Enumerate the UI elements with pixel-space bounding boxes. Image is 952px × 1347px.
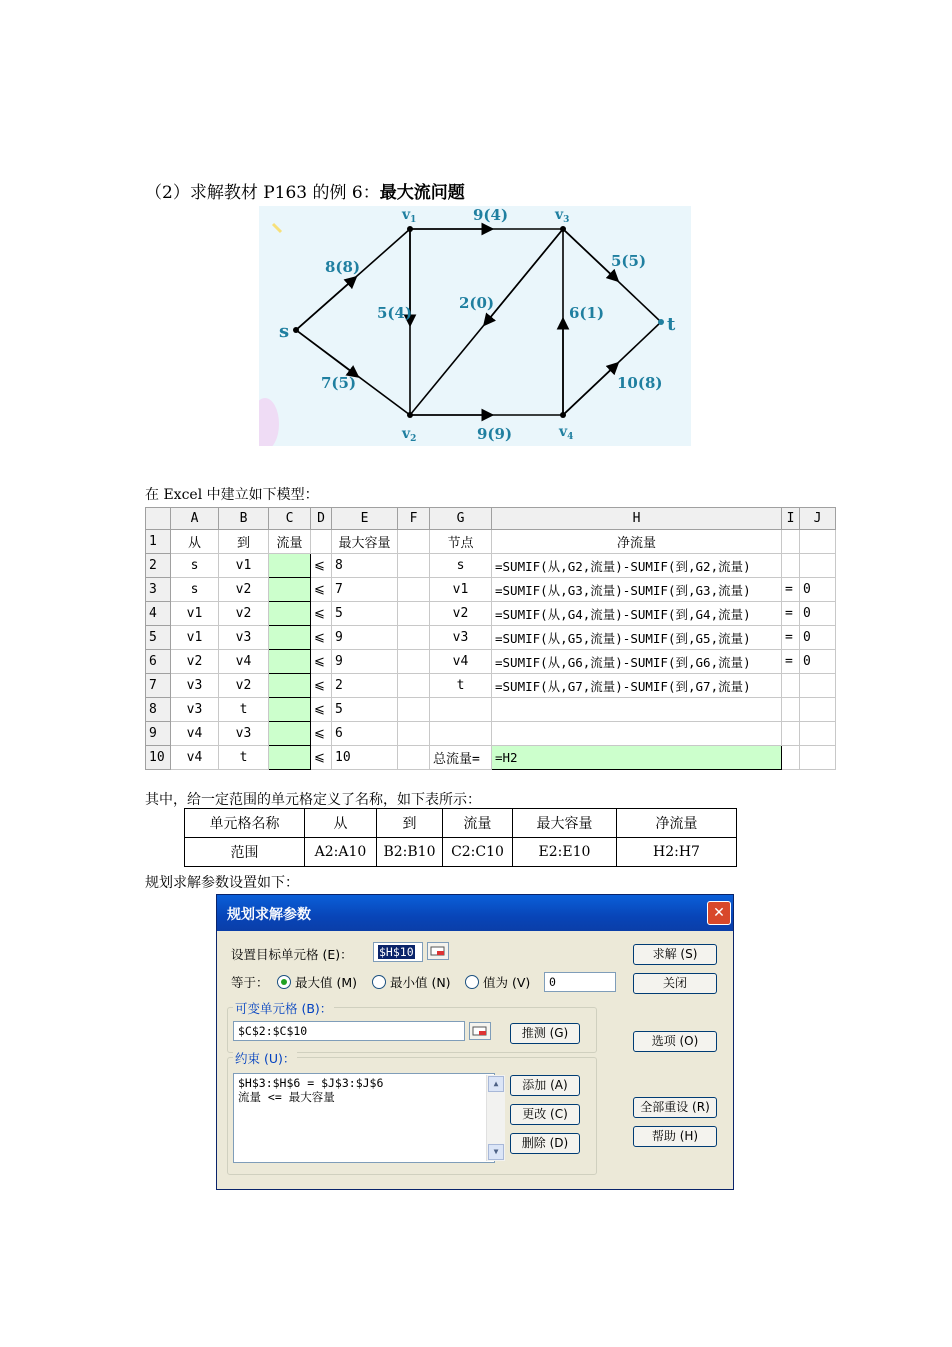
cell-h[interactable]: =SUMIF(从,G2,流量)-SUMIF(到,G2,流量) [492, 554, 782, 578]
cell-d[interactable]: ⩽ [311, 698, 332, 722]
cell-h[interactable]: =SUMIF(从,G7,流量)-SUMIF(到,G7,流量) [492, 674, 782, 698]
cell-f[interactable] [398, 746, 430, 770]
row-header[interactable]: 7 [146, 674, 171, 698]
cell-a[interactable]: v2 [171, 650, 219, 674]
column-header[interactable]: I [782, 508, 800, 530]
range-names-table [184, 808, 737, 867]
cell-f[interactable] [398, 698, 430, 722]
node-label-t: t [667, 314, 676, 335]
cell-d[interactable] [311, 530, 332, 554]
reset-all-button[interactable]: 全部重设 (R) [633, 1097, 717, 1118]
cell-a[interactable]: v1 [171, 626, 219, 650]
cell-b[interactable]: v2 [219, 602, 269, 626]
radio-value[interactable] [465, 973, 530, 991]
cell-h[interactable] [492, 698, 782, 722]
cell-f[interactable] [398, 722, 430, 746]
guess-button[interactable]: 推测 (G) [510, 1023, 580, 1044]
radio-min[interactable] [372, 973, 451, 991]
edge-label-v3-t: 5(5) [611, 252, 647, 270]
names-cell: C2:C10 [443, 838, 513, 867]
cell-e[interactable]: 2 [332, 674, 398, 698]
names-range-row [185, 838, 737, 867]
help-button[interactable]: 帮助 (H) [633, 1126, 717, 1147]
cell-e[interactable]: 6 [332, 722, 398, 746]
corner-cell[interactable] [146, 508, 171, 530]
names-header-cell: 净流量 [617, 809, 737, 838]
cell-e[interactable]: 5 [332, 698, 398, 722]
changing-cells-input[interactable]: $C$2:$C$10 [233, 1021, 465, 1041]
cell-i[interactable] [782, 722, 800, 746]
cell-e[interactable]: 8 [332, 554, 398, 578]
cell-g[interactable]: v1 [430, 578, 492, 602]
cell-j[interactable]: 0 [800, 602, 836, 626]
cell-j[interactable]: 0 [800, 626, 836, 650]
row-header[interactable]: 2 [146, 554, 171, 578]
cell-j[interactable] [800, 530, 836, 554]
scroll-down-icon[interactable]: ▼ [488, 1144, 504, 1160]
sheet-row [146, 578, 836, 602]
cell-e[interactable]: 9 [332, 650, 398, 674]
max-flow-network [259, 206, 691, 446]
cell-c[interactable] [269, 554, 311, 578]
cell-j[interactable] [800, 746, 836, 770]
cell-d[interactable]: ⩽ [311, 746, 332, 770]
sheet-row [146, 674, 836, 698]
cell-c[interactable] [269, 746, 311, 770]
cell-c[interactable] [269, 722, 311, 746]
network-background [259, 206, 691, 446]
cell-g[interactable]: v3 [430, 626, 492, 650]
target-cell-value: $H$10 [379, 945, 414, 959]
names-cell: 范围 [185, 838, 305, 867]
radio-max-label: 最大值 (M) [294, 975, 357, 990]
sheet-row [146, 650, 836, 674]
cell-b[interactable]: t [219, 698, 269, 722]
cell-d[interactable]: ⩽ [311, 722, 332, 746]
radio-value-label: 值为 (V) [482, 975, 531, 990]
cell-j[interactable]: 0 [800, 650, 836, 674]
node-label-s: s [279, 321, 290, 342]
column-header[interactable]: D [311, 508, 332, 530]
cell-h[interactable]: =SUMIF(从,G4,流量)-SUMIF(到,G4,流量) [492, 602, 782, 626]
sheet-row [146, 698, 836, 722]
radio-icon [372, 975, 386, 989]
node-t [658, 319, 664, 325]
cell-a[interactable]: v3 [171, 698, 219, 722]
change-button[interactable]: 更改 (C) [510, 1104, 580, 1125]
cell-h[interactable]: =SUMIF(从,G3,流量)-SUMIF(到,G3,流量) [492, 578, 782, 602]
cell-c[interactable] [269, 650, 311, 674]
cell-d[interactable]: ⩽ [311, 650, 332, 674]
delete-button[interactable]: 删除 (D) [510, 1133, 580, 1154]
cell-g[interactable]: v2 [430, 602, 492, 626]
collapse-dialog-icon[interactable] [469, 1022, 491, 1040]
cell-g[interactable]: v4 [430, 650, 492, 674]
cell-f[interactable] [398, 530, 430, 554]
cell-h[interactable]: =SUMIF(从,G5,流量)-SUMIF(到,G5,流量) [492, 626, 782, 650]
cell-f[interactable] [398, 626, 430, 650]
cell-a[interactable]: v4 [171, 722, 219, 746]
cell-f[interactable] [398, 674, 430, 698]
cell-g[interactable] [430, 698, 492, 722]
cell-c[interactable] [269, 674, 311, 698]
cell-h[interactable]: 净流量 [492, 530, 782, 554]
cell-d[interactable]: ⩽ [311, 626, 332, 650]
cell-a[interactable]: s [171, 554, 219, 578]
names-header-cell: 到 [377, 809, 443, 838]
edge-label-s-v1: 8(8) [325, 258, 361, 276]
close-button[interactable]: 关闭 [633, 973, 717, 994]
solve-button[interactable]: 求解 (S) [633, 944, 717, 965]
column-header[interactable]: E [332, 508, 398, 530]
edge-label-v3-v2: 2(0) [459, 294, 495, 312]
radio-min-label: 最小值 (N) [389, 975, 451, 990]
dialog-title: 规划求解参数 [227, 907, 311, 923]
edge-label-v1-v2: 5(4) [377, 304, 413, 322]
close-icon[interactable]: ✕ [707, 901, 731, 925]
constraint-item[interactable]: 流量 <= 最大容量 [238, 1090, 335, 1104]
column-header[interactable]: H [492, 508, 782, 530]
names-cell: H2:H7 [617, 838, 737, 867]
sheet-row [146, 722, 836, 746]
cell-a[interactable]: v4 [171, 746, 219, 770]
cell-j[interactable] [800, 554, 836, 578]
names-cell: A2:A10 [305, 838, 377, 867]
radio-max[interactable] [277, 973, 357, 991]
cell-d[interactable]: ⩽ [311, 602, 332, 626]
scroll-up-icon[interactable]: ▲ [488, 1076, 504, 1092]
edge-label-v4-v3: 6(1) [569, 304, 605, 322]
cell-i[interactable]: = [782, 578, 800, 602]
constraints-list[interactable] [233, 1073, 499, 1163]
cell-g[interactable]: 节点 [430, 530, 492, 554]
cell-a[interactable]: 从 [171, 530, 219, 554]
column-header-row [146, 508, 836, 530]
node-label-v4: $v_4$ [559, 424, 574, 442]
row-header[interactable]: 4 [146, 602, 171, 626]
constraints-scrollbar[interactable] [486, 1075, 505, 1161]
dialog-titlebar[interactable] [217, 895, 733, 931]
radio-icon [465, 975, 479, 989]
cell-c[interactable] [269, 602, 311, 626]
sheet-row [146, 554, 836, 578]
row-header[interactable]: 3 [146, 578, 171, 602]
edge-label-s-v2: 7(5) [321, 374, 357, 392]
cell-h[interactable] [492, 722, 782, 746]
cell-i[interactable] [782, 554, 800, 578]
cell-h[interactable]: =H2 [492, 746, 782, 770]
column-header[interactable]: G [430, 508, 492, 530]
row-header[interactable]: 9 [146, 722, 171, 746]
intro-sheet-text: 在 Excel 中建立如下模型： [145, 487, 319, 503]
sheet-row [146, 530, 836, 554]
node-label-v3: $v_3$ [555, 207, 570, 225]
cell-e[interactable]: 9 [332, 626, 398, 650]
cell-f[interactable] [398, 578, 430, 602]
cell-f[interactable] [398, 554, 430, 578]
heading-prefix: （2）求解教材 P163 的例 6： [145, 183, 380, 203]
cell-i[interactable] [782, 746, 800, 770]
cell-d[interactable]: ⩽ [311, 674, 332, 698]
cell-j[interactable] [800, 674, 836, 698]
cell-i[interactable] [782, 698, 800, 722]
cell-d[interactable]: ⩽ [311, 554, 332, 578]
sheet-row [146, 746, 836, 770]
names-header-cell: 最大容量 [513, 809, 617, 838]
cell-g[interactable] [430, 722, 492, 746]
cell-b[interactable]: v3 [219, 722, 269, 746]
cell-b[interactable]: t [219, 746, 269, 770]
cell-h[interactable]: =SUMIF(从,G6,流量)-SUMIF(到,G6,流量) [492, 650, 782, 674]
changing-cells-label: 可变单元格 (B)： [235, 1001, 333, 1016]
row-header[interactable]: 1 [146, 530, 171, 554]
node-v4 [560, 412, 566, 418]
cell-c[interactable] [269, 626, 311, 650]
names-header-cell: 从 [305, 809, 377, 838]
names-cell: B2:B10 [377, 838, 443, 867]
cell-b[interactable]: v2 [219, 674, 269, 698]
row-header[interactable]: 5 [146, 626, 171, 650]
cell-a[interactable]: s [171, 578, 219, 602]
edge-label-v1-v3: 9(4) [473, 206, 509, 224]
names-header-cell: 流量 [443, 809, 513, 838]
cell-d[interactable]: ⩽ [311, 578, 332, 602]
cell-c[interactable] [269, 578, 311, 602]
node-v3 [560, 226, 566, 232]
cell-e[interactable]: 10 [332, 746, 398, 770]
cell-i[interactable] [782, 674, 800, 698]
options-button[interactable]: 选项 (O) [633, 1031, 717, 1052]
names-cell: E2:E10 [513, 838, 617, 867]
column-header[interactable]: B [219, 508, 269, 530]
node-label-v2: $v_2$ [402, 426, 417, 444]
intro-solver-text: 规划求解参数设置如下： [145, 875, 299, 891]
cell-b[interactable]: v3 [219, 626, 269, 650]
edge-label-v2-v4: 9(9) [477, 425, 513, 443]
cell-i[interactable] [782, 530, 800, 554]
cell-b[interactable]: v1 [219, 554, 269, 578]
cell-i[interactable]: = [782, 650, 800, 674]
node-s [293, 327, 299, 333]
cell-f[interactable] [398, 602, 430, 626]
column-header[interactable]: J [800, 508, 836, 530]
cell-i[interactable]: = [782, 602, 800, 626]
collapse-dialog-icon[interactable] [427, 942, 449, 960]
edge-label-v4-t: 10(8) [617, 374, 663, 392]
target-cell-input[interactable] [373, 942, 423, 962]
solver-parameters-dialog [216, 894, 734, 1190]
row-header[interactable]: 10 [146, 746, 171, 770]
intro-names-text: 其中，给一定范围的单元格定义了名称，如下表所示： [145, 792, 481, 808]
cell-i[interactable]: = [782, 626, 800, 650]
target-cell-label: 设置目标单元格 (E)： [231, 947, 353, 962]
value-of-input[interactable]: 0 [544, 972, 616, 992]
cell-g[interactable]: t [430, 674, 492, 698]
node-v1 [407, 226, 413, 232]
cell-f[interactable] [398, 650, 430, 674]
names-header-cell: 单元格名称 [185, 809, 305, 838]
cell-g[interactable]: 总流量= [430, 746, 492, 770]
excel-model-sheet [145, 507, 836, 770]
heading-topic: 最大流问题 [379, 183, 465, 203]
cell-j[interactable] [800, 722, 836, 746]
radio-selected-icon [277, 975, 291, 989]
node-label-v1: $v_1$ [402, 207, 417, 225]
cell-j[interactable]: 0 [800, 578, 836, 602]
cell-b[interactable]: v4 [219, 650, 269, 674]
sheet-row [146, 626, 836, 650]
column-header[interactable]: A [171, 508, 219, 530]
column-header[interactable]: F [398, 508, 430, 530]
cell-a[interactable]: v1 [171, 602, 219, 626]
cell-b[interactable]: v2 [219, 578, 269, 602]
constraint-item[interactable]: $H$3:$H$6 = $J$3:$J$6 [238, 1076, 384, 1090]
node-v2 [407, 412, 413, 418]
section-heading [145, 178, 465, 203]
names-header-row [185, 809, 737, 838]
cell-c[interactable] [269, 698, 311, 722]
cell-j[interactable] [800, 698, 836, 722]
cell-c[interactable]: 流量 [269, 530, 311, 554]
cell-e[interactable]: 最大容量 [332, 530, 398, 554]
sheet-row [146, 602, 836, 626]
cell-e[interactable]: 5 [332, 602, 398, 626]
constraints-label: 约束 (U)： [235, 1051, 296, 1066]
cell-b[interactable]: 到 [219, 530, 269, 554]
row-header[interactable]: 8 [146, 698, 171, 722]
cell-e[interactable]: 7 [332, 578, 398, 602]
cell-g[interactable]: s [430, 554, 492, 578]
column-header[interactable]: C [269, 508, 311, 530]
equal-to-label: 等于： [231, 975, 269, 990]
add-button[interactable]: 添加 (A) [510, 1075, 580, 1096]
row-header[interactable]: 6 [146, 650, 171, 674]
cell-a[interactable]: v3 [171, 674, 219, 698]
